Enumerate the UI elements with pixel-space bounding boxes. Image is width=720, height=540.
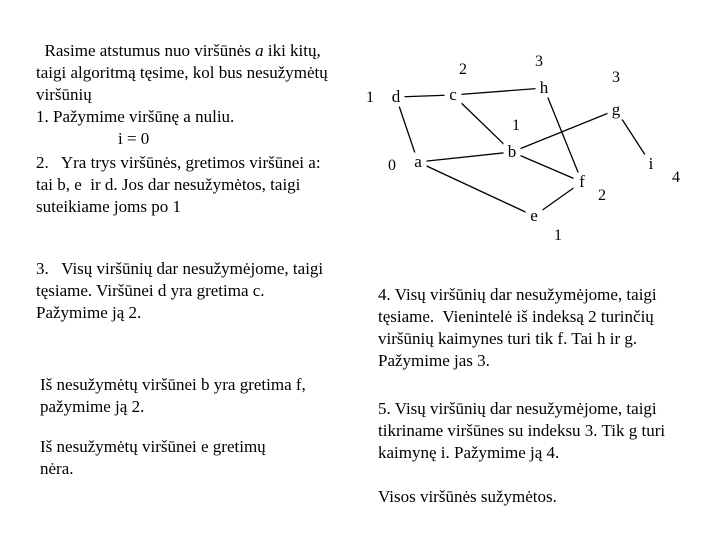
- edge-g-b: [512, 110, 616, 152]
- vertex-distance-h: 3: [535, 53, 543, 70]
- vertex-c: [445, 85, 462, 105]
- vertex-distance-g: 3: [612, 69, 620, 86]
- edge-d-c: [396, 95, 453, 97]
- edge-a-b: [418, 152, 512, 162]
- vertex-label-a: a: [414, 152, 422, 171]
- vertex-h: [536, 78, 553, 98]
- vertex-label-f: f: [579, 172, 585, 191]
- vertex-e: [526, 206, 543, 226]
- vertex-b: [504, 142, 521, 162]
- step5-text: 5. Visų viršūnių dar nesužymėjome, taigi tikriname viršūnes su indeksu 3. Tik g turi kaimynę i. Pažymime ją 4.: [378, 399, 670, 462]
- vertex-d: [388, 87, 405, 107]
- edge-a-e: [418, 162, 534, 216]
- vertex-g: [608, 100, 625, 120]
- edge-c-h: [453, 88, 544, 95]
- vertex-label-i: i: [648, 154, 654, 173]
- intro-text: Rasime atstumus nuo viršūnės a iki kitų, taigi algoritmą tęsime, kol bus nesužymėtų viršūnių: [36, 41, 333, 104]
- vertex-label-d: d: [391, 87, 401, 106]
- e-neighbor-note: Iš nesužymėtų viršūnei e gretimų nėra.: [40, 437, 270, 478]
- vertex-distance-c: 2: [459, 61, 467, 78]
- b-neighbor-note: Iš nesužymėtų viršūnei b yra gretima f, pažymime ją 2.: [40, 375, 311, 416]
- vertex-f: [574, 172, 591, 192]
- vertex-label-c: c: [449, 85, 457, 104]
- edge-c-b: [453, 95, 512, 152]
- final-text: Visos viršūnės sužymėtos.: [378, 487, 557, 506]
- step4-text: 4. Visų viršūnių dar nesužymėjome, taigi tęsiame. Vienintelė iš indeksą 2 turinčių viršūnių kaimynes turi tik f. Tai h ir g. Pažymime jas 3.: [378, 285, 661, 370]
- step1-line: 1. Pažymime viršūnę a nuliu.: [36, 107, 235, 126]
- vertex-distance-f: 2: [598, 187, 606, 204]
- vertex-label-b: b: [507, 142, 517, 161]
- vertex-a-ref: a: [255, 41, 264, 60]
- vertex-a: [410, 152, 427, 172]
- vertex-distance-a: 0: [388, 157, 396, 174]
- vertex-i: [643, 154, 660, 174]
- step2-text: 2. Yra trys viršūnės, gretimos viršūnei a: tai b, e ir d. Jos dar nesužymėtos, taigi suteikiame joms po 1: [36, 153, 325, 216]
- vertex-distance-e: 1: [554, 227, 562, 244]
- vertex-label-e: e: [530, 206, 538, 225]
- step1-equation: i = 0: [118, 129, 150, 148]
- step3-text: 3. Visų viršūnių dar nesužymėjome, taigi tęsiame. Viršūnei d yra gretima c. Pažymime ją 2.: [36, 259, 328, 322]
- vertex-distance-d: 1: [366, 89, 374, 106]
- vertex-label-g: g: [611, 100, 621, 119]
- vertex-label-h: h: [539, 78, 549, 97]
- vertex-distance-i: 4: [672, 169, 680, 186]
- vertex-distance-b: 1: [512, 117, 520, 134]
